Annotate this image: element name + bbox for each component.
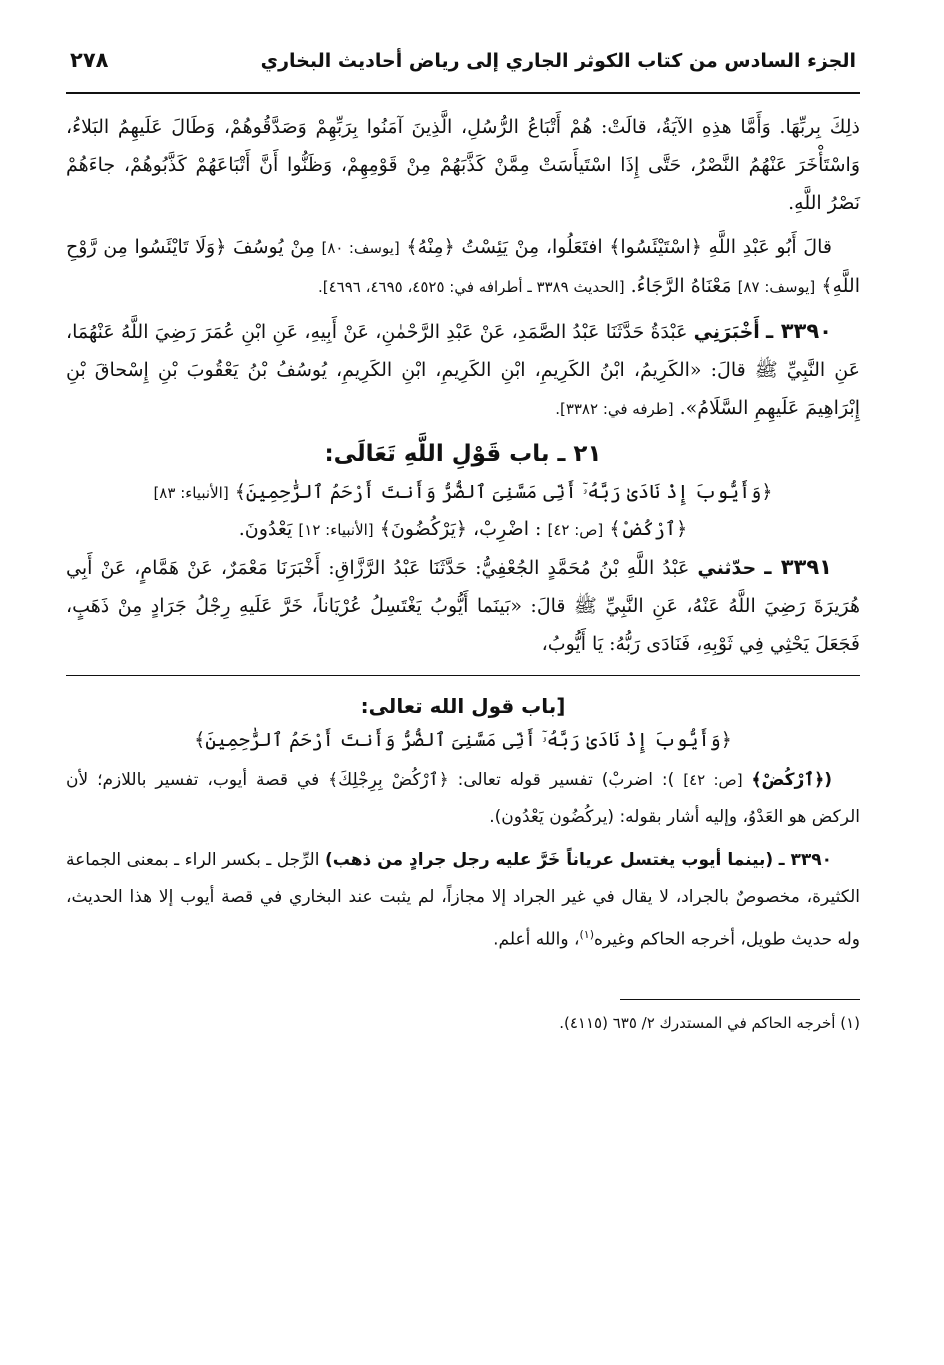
- commentary-ref: [ص: ٤٢]: [683, 771, 743, 789]
- commentary-term: (﴿ٱرْكُضْ﴾: [751, 770, 833, 790]
- page-number: ٢٧٨: [70, 48, 109, 72]
- hadith-text: عَبْدَةُ حَدَّثَنَا عَبْدُ الصَّمَدِ، عَنْ عَبْدِ الرَّحْمٰنِ، عَنْ أَبِيهِ، عَنِ ابْنِ عُمَرَ رَضِيَ اللَّهُ عَنْهُمَا، عَنِ النَّبِيِّ ﷺ قالَ: «الكَرِيمُ، ابْنُ الكَرِيمِ، ابْنِ الكَرِيمِ، ابْنِ الكَرِيمِ، يُوسُفُ بْنُ يَعْقُوبَ بْنِ إِسْحاقَ بْنِ إِبْرَاهِيمَ عَلَيهِمِ السَّلَامُ».: [66, 321, 860, 419]
- quran-ref-2: [يوسف: ٨٧]: [737, 278, 816, 296]
- chapter-glosses: [66, 511, 860, 548]
- gloss-c: يَعْدُونَ.: [238, 518, 293, 540]
- chapter-heading: ٢١ ـ باب قَوْلِ اللَّهِ تَعَالَى:: [324, 441, 602, 467]
- bukhari-commentary-note: [66, 228, 860, 306]
- commentary-paragraph-2: [66, 842, 860, 959]
- commentary-section: [66, 690, 860, 959]
- verse-ref: [الأنبياء: ٨٣]: [153, 484, 229, 502]
- commentary-text: الرِّجل ـ بكسر الراء ـ بمعنى الجماعة الكثيرة، مخصوصٌ بالجراد، لا يقال في غير الجراد إلا مجازاً، لم يثبت عند البخاري في قصة أيوب إلا هذا الحديث، وله حديث طويل، أخرجه الحاكم وغيره: [66, 850, 860, 950]
- verse-text: ﴿وَأَيُّوبَ إِذْ نَادَىٰ رَبَّهُۥٓ أَنِّى مَسَّنِىَ ٱلضُّرُّ وَأَنتَ أَرْحَمُ ٱلرَّٰحِمِينَ﴾: [234, 481, 773, 503]
- hadith-3390: [66, 312, 860, 428]
- commentary-divider: [66, 675, 860, 676]
- footnote-rule: [620, 999, 860, 1000]
- commentary-heading: [باب قول الله تعالى:: [360, 694, 566, 718]
- gloss-a: ﴿ٱرْكُضْ﴾: [609, 518, 688, 540]
- hadith-cross-ref: [طرفه في: ٣٣٨٢].: [555, 400, 674, 418]
- note-text-1: قالَ أَبُو عَبْدِ اللَّهِ ﴿اسْتَيْئَسُوا﴾ افتَعَلُوا، مِنْ يَئِسْتُ ﴿مِنْهُ﴾: [406, 236, 832, 258]
- hadith-3389-continuation: ذلِكَ بِربِّهَا. وَأَمَّا هذِهِ الآيَةُ، قالَتْ: هُمْ أَتْبَاعُ الرُّسُلِ، الَّذِينَ آمَنُوا بِرَبِّهِمْ وَصَدَّقُوهُمْ، وَطَالَ عَلَيهِمُ البَلاءُ، وَاسْتَأْخَرَ عَنْهُمُ النَّصْرُ، حَتَّى إِذَا اسْتَيأَسَتْ مِمَّنْ كَذَّبَهُمْ مِنْ قَوْمِهِمْ، وَظَنُّوا أَنَّ أَتْبَاعَهُمْ كَذَّبُوهُمْ، جاءَهُمْ نَصْرُ اللَّهِ.: [66, 116, 860, 214]
- chapter-verse: [66, 474, 860, 511]
- main-text: [66, 108, 860, 663]
- gloss-b: : اضْرِبْ، ﴿يَرْكُضُونَ﴾: [379, 518, 542, 540]
- running-title: الجزء السادس من كتاب الكوثر الجاري إلى رياض أحاديث البخاري: [260, 50, 856, 72]
- quran-ref-1: [يوسف: ٨٠]: [321, 239, 400, 257]
- note-text-2: مِنْ يُوسُفَ ﴿وَلَا تَايْئَسُوا مِن رَّوْحِ اللَّهِ﴾: [66, 236, 860, 297]
- commentary-verse: ﴿وَأَيُّوبَ إِذْ نَادَىٰ رَبَّهُۥٓ أَنِّى مَسَّنِىَ ٱلضُّرُّ وَأَنتَ أَرْحَمُ ٱلرَّٰحِمِينَ﴾: [194, 729, 732, 751]
- running-header: [66, 48, 860, 94]
- footnote-1: (١) أخرجه الحاكم في المستدرك ٢/ ٦٣٥ (٤١١٥).: [559, 1013, 860, 1032]
- commentary-paragraph-1: [66, 762, 860, 836]
- hadith-number: ٣٣٩٠ ـ: [766, 319, 832, 343]
- commentary-text: ): اضربْ) تفسير قوله تعالى: ﴿ٱرْكُضْ بِرِجْلِكَ﴾ في قصة أيوب، تفسير باللازم؛ لأن الركض هو العَدْوُ، وإليه أشار بقوله: (يركُضُون يَعْدُون).: [66, 770, 860, 827]
- gloss-ref-1: [ص: ٤٢]: [547, 521, 604, 539]
- commentary-hadith-number: ٣٣٩٠ ـ: [778, 850, 833, 870]
- page: [66, 48, 860, 1348]
- hadith-3391: [66, 548, 860, 663]
- commentary-text-end: ، والله أعلم.: [493, 929, 580, 950]
- hadith-text: عَبْدُ اللَّهِ بْنُ مُحَمَّدٍ الجُعْفِيُّ: حَدَّثَنَا عَبْدُ الرَّزَّاقِ: أَخْبَرَنَا مَعْمَرٌ، عَنْ هَمَّامٍ، عَنْ أَبِي هُرَيرَةَ رَضِيَ اللَّهُ عَنْهُ، عَنِ النَّبِيِّ ﷺ قالَ: «بَينَما أَيُّوبُ يَغْتَسِلُ عُرْيَاناً، خَرَّ عَلَيهِ رِجْلُ جَرَادٍ مِنْ ذَهَبٍ، فَجَعَلَ يَحْثِي فِي ثَوْبِهِ، فَنَادَى رَبُّهُ: يَا أَيُّوبُ،: [66, 557, 860, 655]
- commentary-quoted-matn: (بينما أيوب يغتسل عرياناً خَرَّ عليه رجل جرادٍ من ذهب): [324, 850, 774, 870]
- hadith-number: ٣٣٩١ ـ: [764, 555, 832, 579]
- footnote-marker[interactable]: (١): [579, 928, 594, 941]
- hadith-lead-word: أَخْبَرَنِي: [693, 321, 760, 343]
- note-text-3: مَعْنَاهُ الرَّجَاءُ.: [630, 275, 732, 297]
- hadith-lead-word: حدّثني: [697, 557, 757, 579]
- gloss-ref-2: [الأنبياء: ١٢]: [298, 521, 374, 539]
- hadith-cross-ref: [الحديث ٣٣٨٩ ـ أطرافه في: ٤٥٢٥، ٤٦٩٥، ٤٦٩٦].: [317, 278, 625, 296]
